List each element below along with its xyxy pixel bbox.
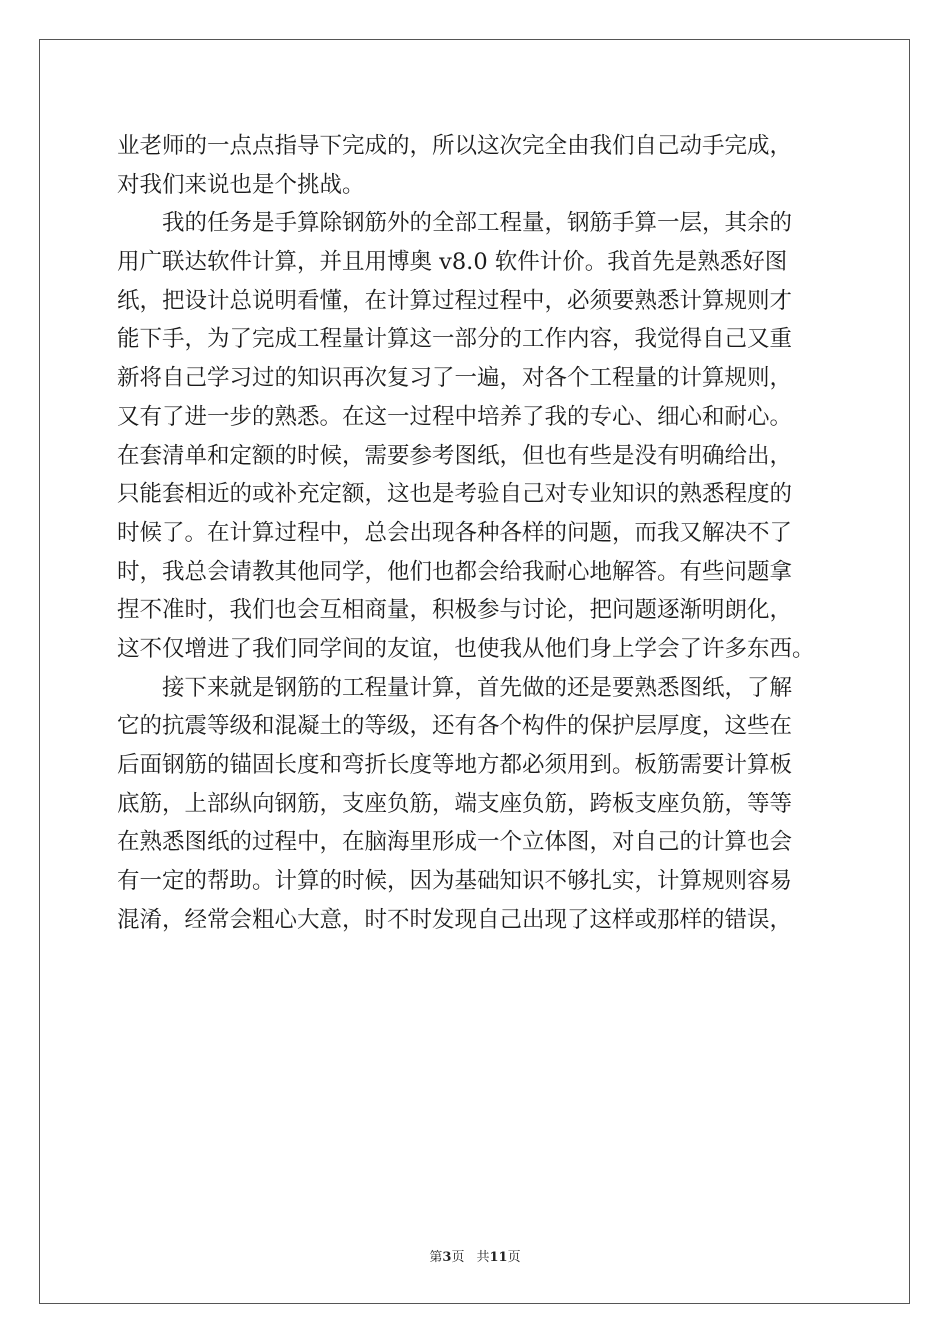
text-line: 新将自己学习过的知识再次复习了一遍，对各个工程量的计算规则， — [117, 365, 793, 392]
text-line: 后面钢筋的锚固长度和弯折长度等地方都必须用到。板筋需要计算板 — [117, 752, 793, 778]
text-line: 纸，把设计总说明看懂，在计算过程过程中，必须要熟悉计算规则才 — [117, 287, 793, 314]
text-line: 能下手，为了完成工程量计算这一部分的工作内容，我觉得自己又重 — [117, 326, 793, 353]
text-line: 时，我总会请教其他同学，他们也都会给我耐心地解答。有些问题拿 — [117, 558, 793, 585]
body-text — [117, 127, 833, 939]
text-line: 时候了。在计算过程中，总会出现各种各样的问题，而我又解决不了 — [117, 519, 793, 546]
text-line: 有一定的帮助。计算的时候，因为基础知识不够扎实，计算规则容易 — [117, 868, 793, 895]
page-footer — [0, 1246, 950, 1265]
text-line: 用广联达软件计算，并且用博奥 v8.0 软件计价。我首先是熟悉好图 — [117, 249, 788, 276]
text-line: 在熟悉图纸的过程中，在脑海里形成一个立体图，对自己的计算也会 — [117, 829, 793, 856]
text-line: 我的任务是手算除钢筋外的全部工程量，钢筋手算一层，其余的 — [117, 210, 793, 237]
text-line: 混淆，经常会粗心大意，时不时发现自己出现了这样或那样的错误， — [117, 906, 793, 933]
page-label-suffix: 页 — [451, 1250, 465, 1265]
text-line: 在套清单和定额的时候，需要参考图纸，但也有些是没有明确给出， — [117, 442, 793, 469]
text-line: 对我们来说也是个挑战。 — [117, 171, 365, 198]
text-line: 它的抗震等级和混凝土的等级，还有各个构件的保护层厚度，这些在 — [117, 713, 793, 740]
page-label-prefix: 第 — [429, 1250, 443, 1265]
text-line: 捏不准时，我们也会互相商量，积极参与讨论，把问题逐渐明朗化， — [117, 597, 793, 624]
text-line: 业老师的一点点指导下完成的，所以这次完全由我们自己动手完成， — [117, 133, 793, 159]
current-page-number: 3 — [442, 1250, 452, 1265]
total-label-suffix: 页 — [507, 1250, 521, 1265]
text-line: 底筋，上部纵向钢筋，支座负筋，端支座负筋，跨板支座负筋，等等 — [117, 790, 793, 817]
total-label-prefix: 共 — [476, 1250, 490, 1265]
total-page-count: 11 — [489, 1250, 508, 1265]
text-line: 又有了进一步的熟悉。在这一过程中培养了我的专心、细心和耐心。 — [117, 403, 793, 430]
text-line: 这不仅增进了我们同学间的友谊，也使我从他们身上学会了许多东西。 — [117, 635, 815, 662]
text-line: 只能套相近的或补充定额，这也是考验自己对专业知识的熟悉程度的 — [117, 481, 793, 508]
text-line: 接下来就是钢筋的工程量计算，首先做的还是要熟悉图纸，了解 — [117, 674, 793, 701]
